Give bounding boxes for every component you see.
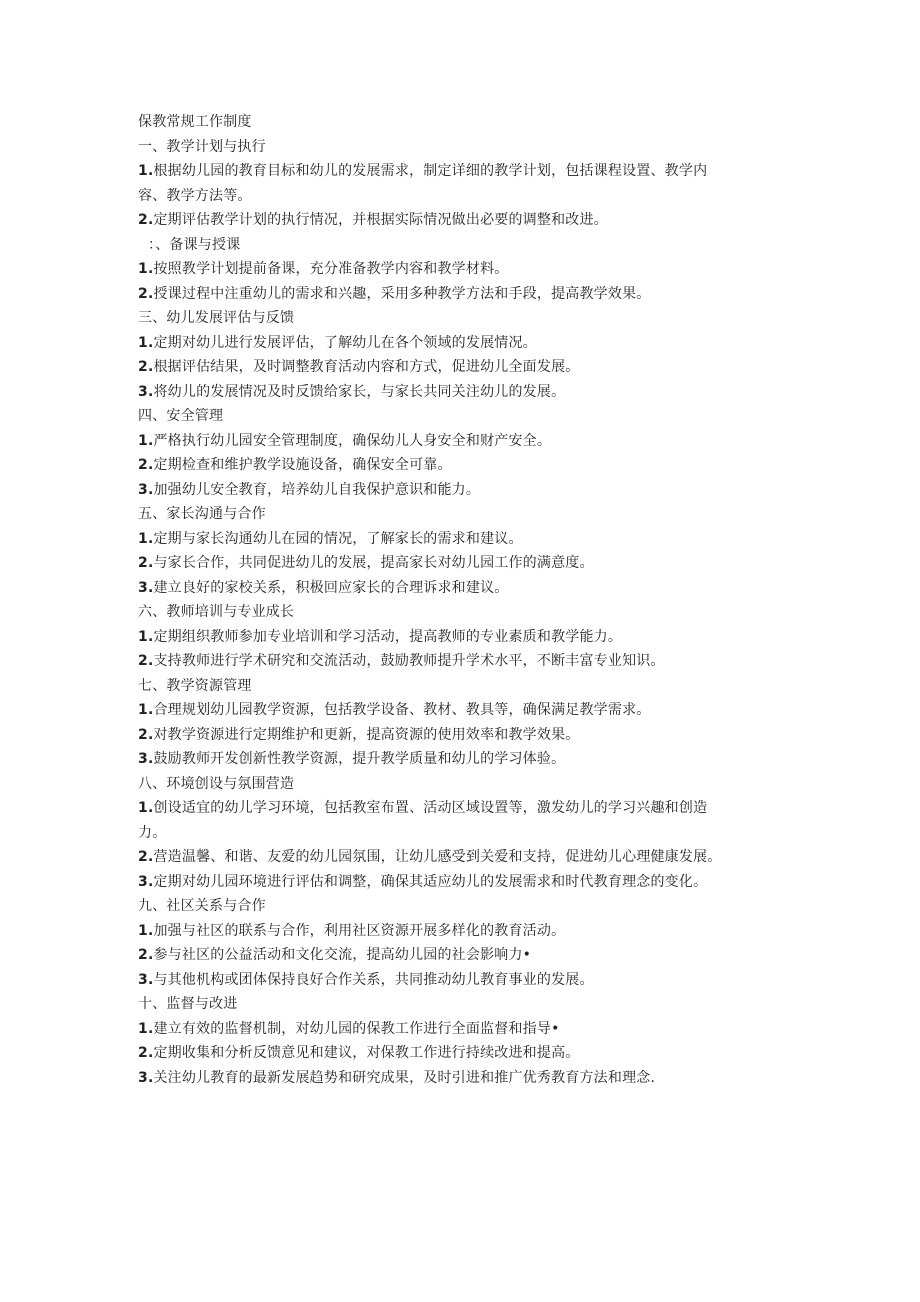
list-item	[138, 380, 778, 405]
item-text: 加强幼儿安全教育，培养幼儿自我保护意识和能力。	[153, 481, 481, 498]
item-number: 1.	[138, 800, 154, 816]
list-item	[138, 527, 778, 552]
item-text: 关注幼儿教育的最新发展趋势和研究成果，及时引进和推广优秀教育方法和理念.	[153, 1069, 656, 1086]
list-item	[138, 919, 778, 944]
item-text: 创设适宜的幼儿学习环境，包括教室布置、活动区域设置等，激发幼儿的学习兴趣和创造	[153, 800, 708, 816]
list-item	[138, 331, 778, 356]
item-text: 定期组织教师参加专业培训和学习活动，提高教师的专业素质和教学能力。	[153, 628, 623, 645]
list-item	[138, 747, 778, 772]
item-number: 2.	[138, 212, 154, 228]
list-item	[138, 1017, 778, 1042]
item-number: 2.	[138, 359, 154, 375]
item-text: 营造温馨、和谐、友爱的幼儿园氛围，让幼儿感受到关爱和支持，促进幼儿心理健康发展。	[153, 849, 722, 865]
section-heading: 七、教学资源管理	[138, 677, 252, 694]
section-heading: 五、家长沟通与合作	[138, 506, 266, 522]
item-number: 3.	[138, 383, 154, 400]
item-text: 对教学资源进行定期维护和更新，提高资源的使用效率和教学效果。	[153, 726, 580, 743]
list-item	[138, 625, 778, 650]
item-number: 2.	[138, 849, 154, 865]
item-number: 2.	[138, 653, 154, 669]
item-number: 1.	[138, 261, 154, 277]
list-item	[138, 576, 778, 601]
document-title: 保教常规工作制度	[138, 114, 252, 130]
item-number: 1.	[138, 1020, 154, 1037]
item-number: 2.	[138, 457, 154, 473]
item-text: 合理规划幼儿园教学资源，包括教学设备、教材、教具等，确保满足教学需求。	[153, 702, 651, 718]
item-number: 1.	[138, 628, 154, 645]
item-text: 定期收集和分析反馈意见和建议，对保教工作进行持续改进和提高。	[153, 1045, 580, 1061]
item-number: 1.	[138, 432, 154, 449]
list-item	[138, 943, 778, 968]
item-text: 按照教学计划提前备课，充分准备教学内容和教学材料。	[153, 261, 509, 277]
list-item	[138, 453, 778, 478]
item-text: 严格执行幼儿园安全管理制度，确保幼儿人身安全和财产安全。	[153, 432, 552, 449]
item-number: 3.	[138, 1069, 154, 1086]
item-number: 1.	[138, 530, 154, 547]
section-heading: 一、教学计划与执行	[138, 138, 266, 155]
item-number: 1.	[138, 702, 154, 718]
item-number: 1.	[138, 922, 154, 939]
item-number: 2.	[138, 285, 154, 302]
section-heading: 十、监督与改进	[138, 996, 238, 1012]
item-text: 加强与社区的联系与合作，利用社区资源开展多样化的教育活动。	[153, 922, 566, 939]
list-item	[138, 870, 778, 895]
item-text: 根据幼儿园的教育目标和幼儿的发展需求，制定详细的教学计划，包括课程设置、教学内	[153, 163, 708, 179]
list-item	[138, 723, 778, 748]
list-item	[138, 257, 778, 282]
item-text: 参与社区的公益活动和文化交流，提高幼儿园的社会影响力•	[153, 947, 532, 963]
item-number: 3.	[138, 579, 154, 596]
list-item	[138, 282, 778, 307]
section-heading: 八、环境创设与氛围营造	[138, 775, 295, 792]
item-text-continuation: 力。	[138, 824, 167, 841]
item-number: 3.	[138, 751, 154, 767]
item-number: 3.	[138, 971, 154, 988]
item-number: 2.	[138, 726, 154, 743]
list-item	[138, 355, 778, 380]
document-body	[138, 110, 778, 1090]
item-text: 定期检查和维护教学设施设备，确保安全可靠。	[153, 457, 452, 473]
list-item	[138, 159, 778, 184]
list-item	[138, 429, 778, 454]
list-item	[138, 845, 778, 870]
item-text: 定期与家长沟通幼儿在园的情况，了解家长的需求和建议。	[153, 530, 523, 547]
list-item	[138, 478, 778, 503]
item-text-continuation: 容、教学方法等。	[138, 187, 252, 204]
item-number: 2.	[138, 1045, 154, 1061]
item-text: 定期评估教学计划的执行情况，并根据实际情况做出必要的调整和改进。	[153, 212, 608, 228]
item-text: 定期对幼儿园环境进行评估和调整，确保其适应幼儿的发展需求和时代教育理念的变化。	[153, 873, 708, 890]
item-text: 与家长合作，共同促进幼儿的发展，提高家长对幼儿园工作的满意度。	[153, 555, 594, 571]
list-item	[138, 208, 778, 233]
list-item	[138, 698, 778, 723]
item-number: 3.	[138, 873, 154, 890]
item-text: 授课过程中注重幼儿的需求和兴趣，采用多种教学方法和手段，提高教学效果。	[153, 285, 651, 302]
item-text: 鼓励教师开发创新性教学资源，提升教学质量和幼儿的学习体验。	[153, 751, 566, 767]
list-item	[138, 796, 778, 821]
item-text: 根据评估结果，及时调整教育活动内容和方式，促进幼儿全面发展。	[153, 359, 580, 375]
section-heading: 三、幼儿发展评估与反馈	[138, 310, 295, 326]
section-heading: 六、教师培训与专业成长	[138, 604, 295, 620]
item-text: 支持教师进行学术研究和交流活动，鼓励教师提升学术水平，不断丰富专业知识。	[153, 653, 665, 669]
item-text: 建立良好的家校关系，积极回应家长的合理诉求和建议。	[153, 579, 509, 596]
item-number: 3.	[138, 481, 154, 498]
list-item	[138, 1066, 778, 1091]
document-sections	[138, 135, 778, 1091]
section-heading: ：、备课与授课	[148, 236, 241, 253]
section-heading: 九、社区关系与合作	[138, 898, 266, 914]
section-heading: 四、安全管理	[138, 408, 224, 424]
item-number: 2.	[138, 947, 154, 963]
list-item	[138, 1041, 778, 1066]
item-text: 与其他机构或团体保持良好合作关系，共同推动幼儿教育事业的发展。	[153, 971, 594, 988]
item-number: 1.	[138, 334, 154, 351]
item-text: 定期对幼儿进行发展评估，了解幼儿在各个领域的发展情况。	[153, 334, 537, 351]
item-number: 2.	[138, 555, 154, 571]
list-item	[138, 551, 778, 576]
item-text: 将幼儿的发展情况及时反馈给家长，与家长共同关注幼儿的发展。	[153, 383, 566, 400]
item-text: 建立有效的监督机制，对幼儿园的保教工作进行全面监督和指导•	[153, 1020, 560, 1037]
item-number: 1.	[138, 163, 154, 179]
list-item	[138, 649, 778, 674]
list-item	[138, 968, 778, 993]
